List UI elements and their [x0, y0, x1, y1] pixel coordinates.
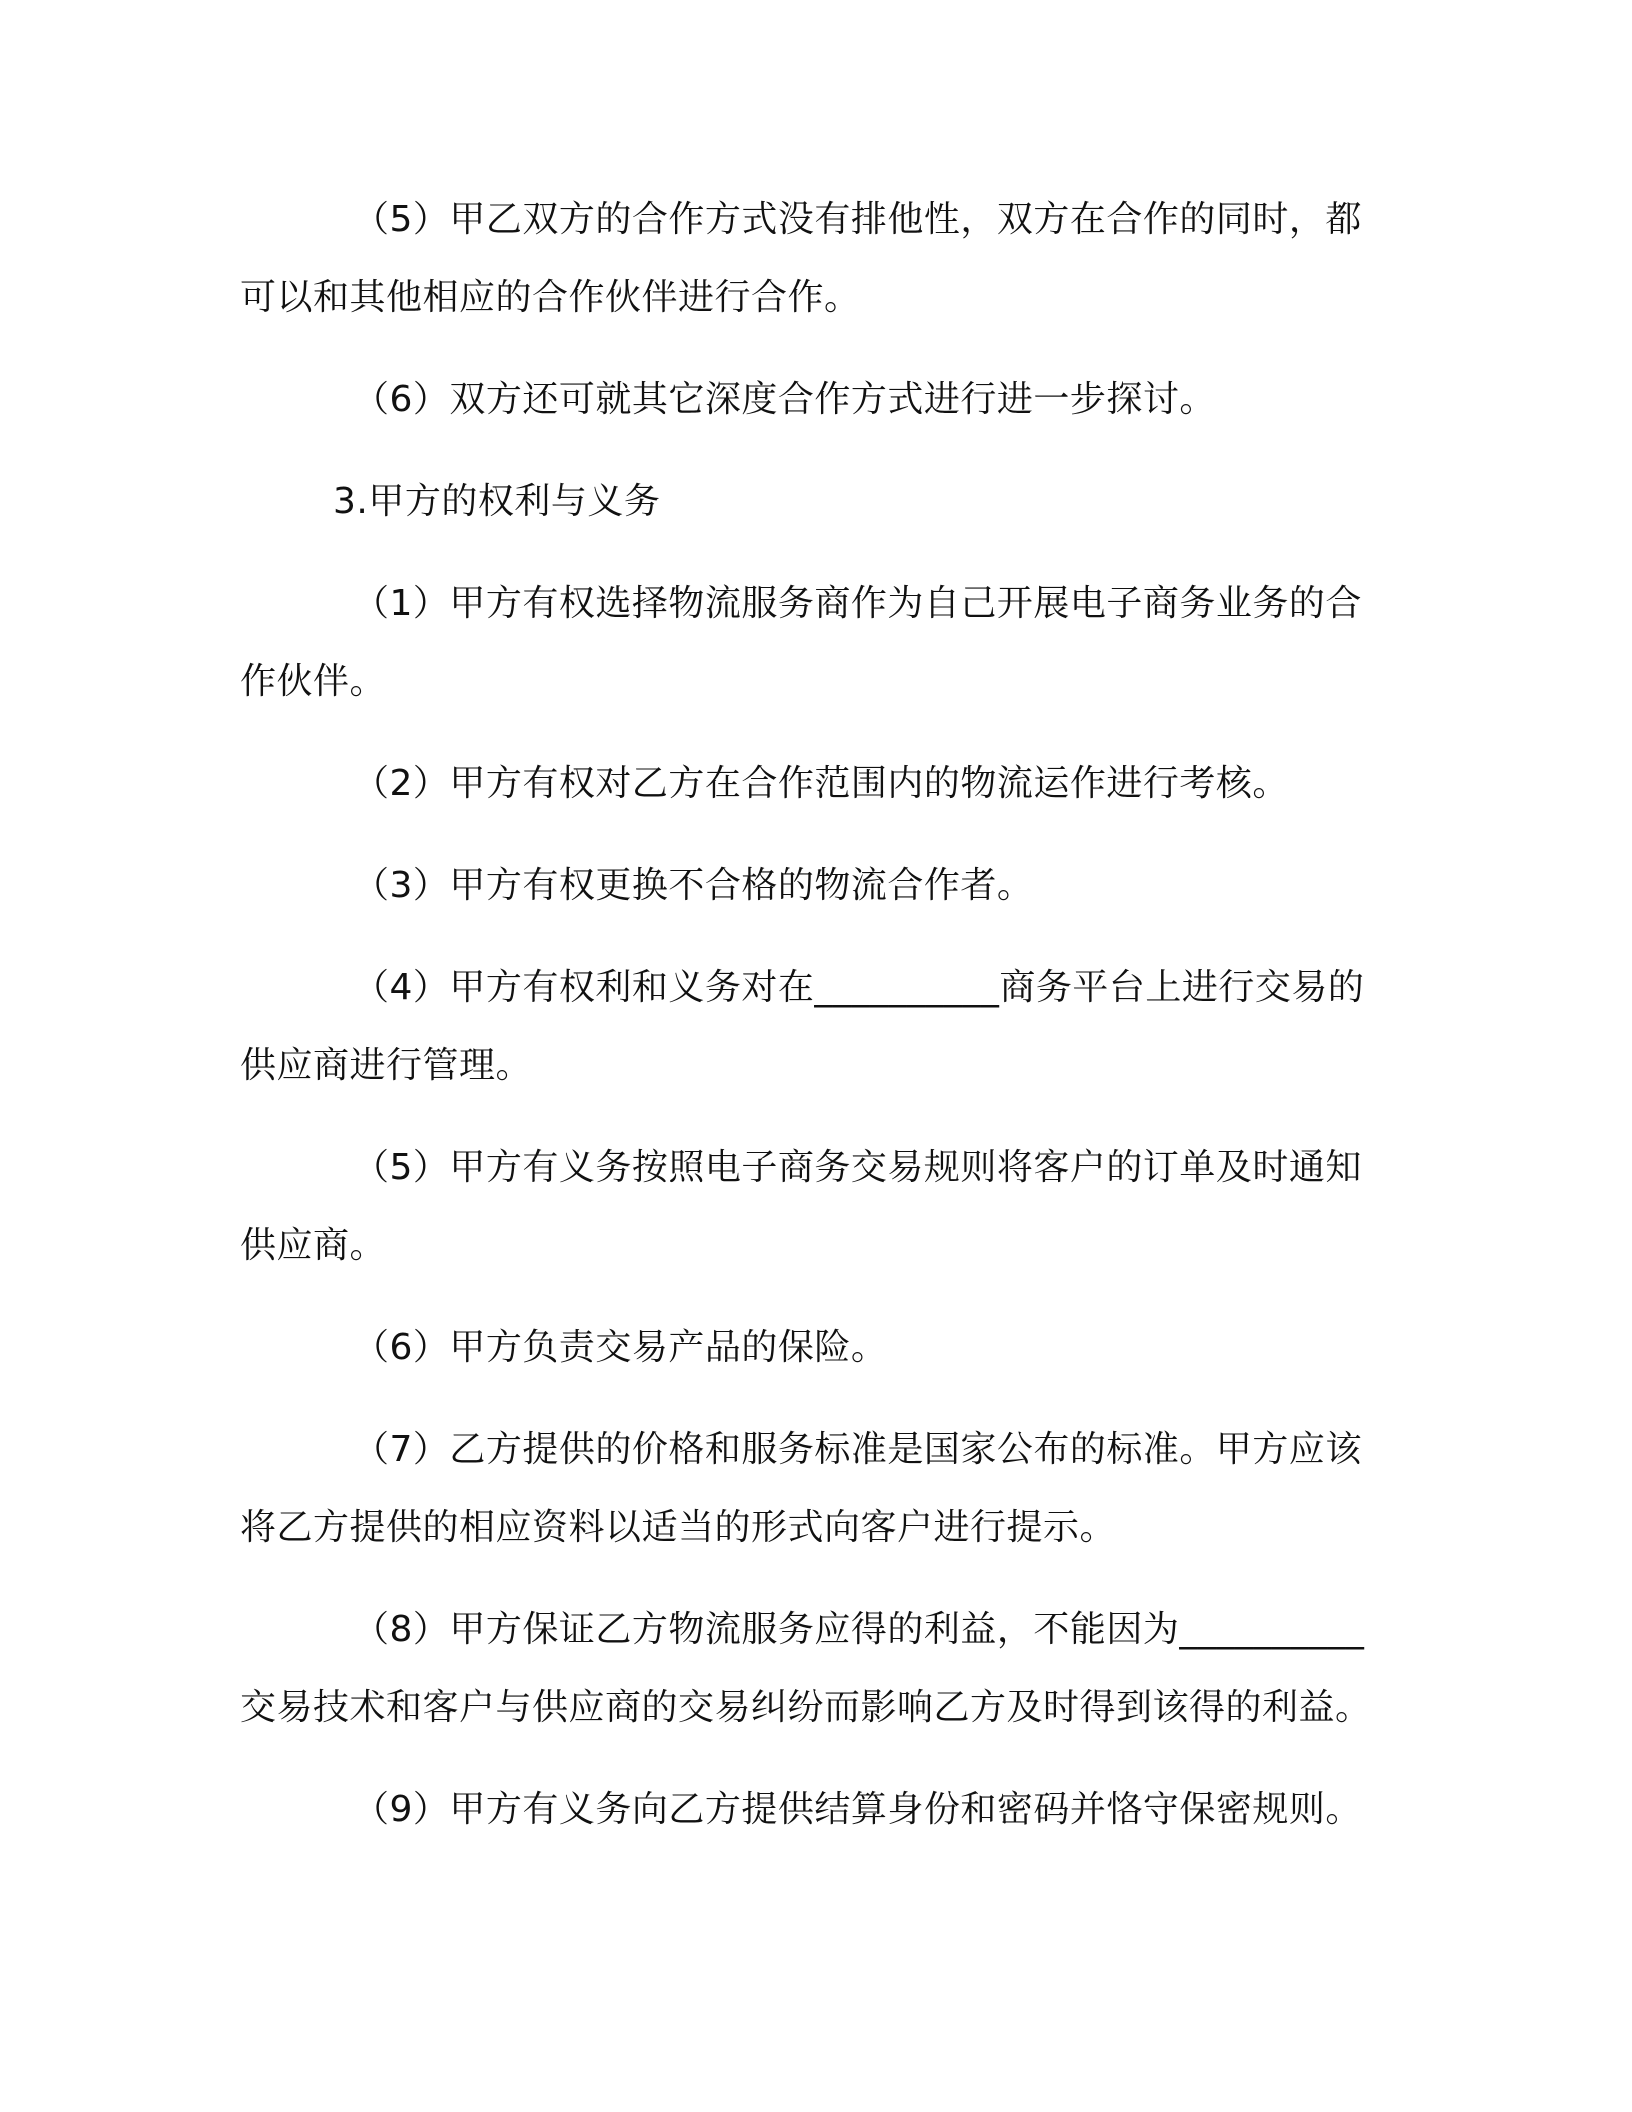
clause-3-4-line-1: （4）甲方有权利和义务对在__________商务平台上进行交易的 — [353, 967, 1365, 1008]
section-heading-3: 3.甲方的权利与义务 — [333, 481, 661, 522]
clause-3-3: （3）甲方有权更换不合格的物流合作者。 — [353, 865, 1034, 906]
clause-2-5-line-1: （5）甲乙双方的合作方式没有排他性，双方在合作的同时，都 — [353, 199, 1362, 240]
clause-3-5-line-2: 供应商。 — [240, 1225, 387, 1266]
clause-3-5-line-1: （5）甲方有义务按照电子商务交易规则将客户的订单及时通知 — [353, 1147, 1362, 1188]
clause-3-6: （6）甲方负责交易产品的保险。 — [353, 1327, 888, 1368]
clause-2-5-line-2: 可以和其他相应的合作伙伴进行合作。 — [240, 277, 861, 318]
clause-3-2: （2）甲方有权对乙方在合作范围内的物流运作进行考核。 — [353, 763, 1289, 804]
clause-3-8-line-2: 交易技术和客户与供应商的交易纠纷而影响乙方及时得到该得的利益。 — [240, 1687, 1372, 1728]
clause-3-1-line-1: （1）甲方有权选择物流服务商作为自己开展电子商务业务的合 — [353, 583, 1362, 624]
clause-3-7-line-1: （7）乙方提供的价格和服务标准是国家公布的标准。甲方应该 — [353, 1429, 1362, 1470]
clause-3-9: （9）甲方有义务向乙方提供结算身份和密码并恪守保密规则。 — [353, 1789, 1362, 1830]
clause-3-8-line-1: （8）甲方保证乙方物流服务应得的利益，不能因为__________ — [353, 1609, 1365, 1650]
clause-3-1-line-2: 作伙伴。 — [240, 661, 387, 702]
clause-3-7-line-2: 将乙方提供的相应资料以适当的形式向客户进行提示。 — [240, 1507, 1117, 1548]
clause-3-4-line-2: 供应商进行管理。 — [240, 1045, 533, 1086]
clause-2-6: （6）双方还可就其它深度合作方式进行进一步探讨。 — [353, 379, 1216, 420]
